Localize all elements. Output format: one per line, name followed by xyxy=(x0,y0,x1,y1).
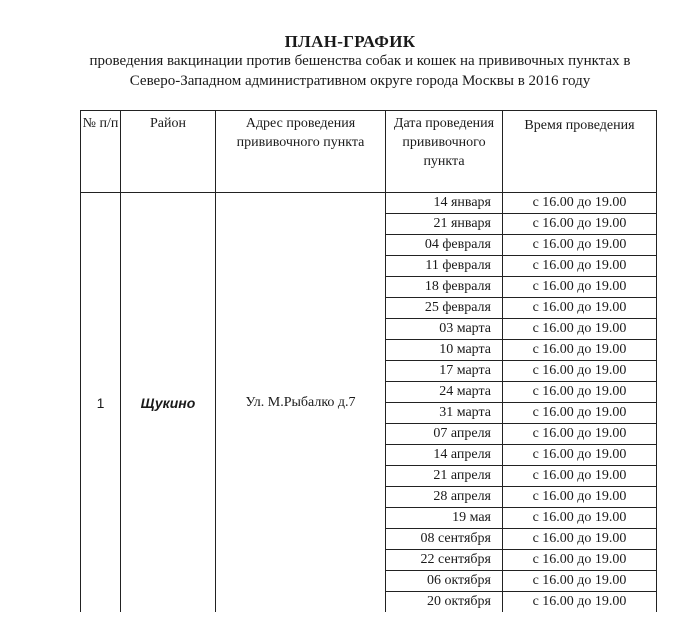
session-date-cell: 10 марта xyxy=(386,340,503,361)
session-time-cell: с 16.00 до 19.00 xyxy=(503,298,657,319)
header-time: Время проведения xyxy=(503,111,657,193)
session-date-cell: 11 февраля xyxy=(386,256,503,277)
header-date: Дата проведения прививочного пункта xyxy=(386,111,503,193)
session-date-cell: 18 февраля xyxy=(386,277,503,298)
session-time-cell: с 16.00 до 19.00 xyxy=(503,256,657,277)
session-date-cell: 14 января xyxy=(386,193,503,214)
header-district: Район xyxy=(121,111,216,193)
session-date-cell: 31 марта xyxy=(386,403,503,424)
session-date-cell: 21 апреля xyxy=(386,466,503,487)
session-time-cell: с 16.00 до 19.00 xyxy=(503,340,657,361)
session-date-cell: 21 января xyxy=(386,214,503,235)
header-address: Адрес проведения прививочного пункта xyxy=(216,111,386,193)
session-date-cell: 28 апреля xyxy=(386,487,503,508)
session-date-cell: 14 апреля xyxy=(386,445,503,466)
session-time-cell: с 16.00 до 19.00 xyxy=(503,361,657,382)
session-date-cell: 24 марта xyxy=(386,382,503,403)
session-time-cell: с 16.00 до 19.00 xyxy=(503,403,657,424)
session-time-cell: с 16.00 до 19.00 xyxy=(503,382,657,403)
session-time-cell: с 16.00 до 19.00 xyxy=(503,487,657,508)
document-subtitle-line-1: проведения вакцинации против бешенства собак и кошек на прививочных пунктах в xyxy=(89,53,631,69)
session-time-cell: с 16.00 до 19.00 xyxy=(503,508,657,529)
session-date-cell: 03 марта xyxy=(386,319,503,340)
session-time-cell: с 16.00 до 19.00 xyxy=(503,592,657,613)
session-time-cell: с 16.00 до 19.00 xyxy=(503,529,657,550)
document-subtitle-line-2: Северо-Западном административном округе города Москвы в 2016 году xyxy=(129,73,591,89)
row-number-cell: 1 xyxy=(81,193,121,613)
session-time-cell: с 16.00 до 19.00 xyxy=(503,235,657,256)
session-date-cell: 17 марта xyxy=(386,361,503,382)
district-cell: Щукино xyxy=(121,193,216,613)
session-date-cell: 04 февраля xyxy=(386,235,503,256)
session-date-cell: 07 апреля xyxy=(386,424,503,445)
vaccination-schedule-table xyxy=(80,110,657,613)
session-date-cell: 22 сентября xyxy=(386,550,503,571)
session-time-cell: с 16.00 до 19.00 xyxy=(503,319,657,340)
session-time-cell: с 16.00 до 19.00 xyxy=(503,466,657,487)
header-num: № п/п xyxy=(81,111,121,193)
session-time-cell: с 16.00 до 19.00 xyxy=(503,445,657,466)
session-time-cell: с 16.00 до 19.00 xyxy=(503,424,657,445)
session-date-cell: 20 октября xyxy=(386,592,503,613)
session-date-cell: 08 сентября xyxy=(386,529,503,550)
session-time-cell: с 16.00 до 19.00 xyxy=(503,571,657,592)
session-time-cell: с 16.00 до 19.00 xyxy=(503,193,657,214)
address-cell: Ул. М.Рыбалко д.7 xyxy=(216,193,386,613)
session-time-cell: с 16.00 до 19.00 xyxy=(503,214,657,235)
page-bottom-edge xyxy=(0,612,700,617)
session-date-cell: 19 мая xyxy=(386,508,503,529)
table-body xyxy=(81,193,657,613)
table-row xyxy=(81,193,657,214)
session-date-cell: 25 февраля xyxy=(386,298,503,319)
session-time-cell: с 16.00 до 19.00 xyxy=(503,277,657,298)
table-header-row xyxy=(81,111,657,193)
document-title: ПЛАН-ГРАФИК xyxy=(284,32,416,51)
session-date-cell: 06 октября xyxy=(386,571,503,592)
session-time-cell: с 16.00 до 19.00 xyxy=(503,550,657,571)
